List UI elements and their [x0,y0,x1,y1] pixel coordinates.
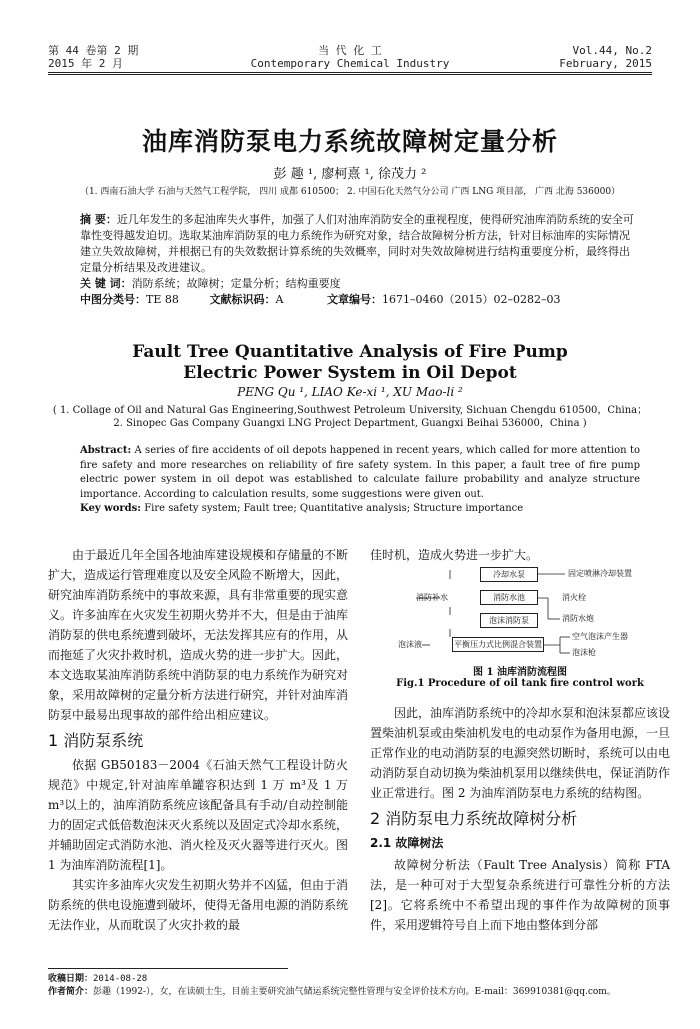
box-fire-pool: 消防水池 [480,590,538,605]
abstract-cn-body [80,212,640,276]
footnote-rule [48,968,288,969]
abstract-cn-label: 摘 要： [80,213,117,226]
volume-issue: 第 44 卷第 2 期 [48,44,139,57]
author-bio-label: 作者简介： [48,987,94,997]
affiliation-en-2: 2. Sinopec Gas Company Guangxi LNG Project Department, Guangxi Beihai 536000，China ) [113,418,587,429]
paper-title-en-line2: Electric Power System in Oil Depot [183,363,517,383]
label-foam-generator: 空气泡沫产生器 [572,632,628,641]
header-rule-2 [48,74,652,75]
clc-value: TE 88 [146,293,179,306]
affiliations-cn: （1. 西南石油大学 石油与天然气工程学院， 四川 成都 610500； 2. 中国石化天然气分公司 广西 LNG 项目部， 广西 北海 536000） [79,187,621,197]
classification-line [80,292,640,308]
section-1-paragraph-2: 其实许多油库火灾发生初期火势并不凶猛，但由于消防系统的供电设施遭到破坏，使得无备用电源的消防系统无法作业，从而耽误了火灾扑救的最 [48,878,349,932]
figure-1 [370,565,670,695]
abstract-en-label: Abstract: [80,445,132,456]
journal-volume-en [559,44,652,70]
received-date [48,973,652,986]
authors-cn: 彭 趣 ¹, 廖柯熹 ¹, 徐茂力 ² [273,167,427,182]
affiliations-en [0,404,700,430]
abstract-cn [80,212,640,308]
label-water-cannon: 消防水炮 [562,614,594,623]
section-1-heading: 1 消防泵系统 [48,731,144,750]
figure-1-caption-en: Fig.1 Procedure of oil tank fire control work [396,678,644,689]
publication-date-en: February, 2015 [559,57,652,70]
header-rule [48,72,652,73]
paper-title-en-line1: Fault Tree Quantitative Analysis of Fire Pump [132,342,568,362]
figure-1-discussion: 因此，油库消防系统中的冷却水泵和泡沫泵都应该设置柴油机泵或由柴油机发电的电动泵作为备用电源，一旦正常作业的电动消防泵的电源突然切断时，系统可以由电动消防泵自动切换为柴油机泵用以继续供电，保证消防作业正常进行。图 2 为油库消防泵电力系统的结构图。 [370,706,671,800]
keywords-en-text: Fire safety system; Fault tree; Quantitative analysis; Structure importance [144,503,524,514]
footnotes [48,973,652,999]
right-column [370,703,670,935]
received-date-label: 收稿日期： [48,974,94,984]
keywords-en-label: Key words: [80,503,141,514]
journal-name [250,44,450,70]
box-cooling-pump: 冷却水泵 [480,567,538,582]
right-column-top: 佳时机，造成火势进一步扩大。 [370,548,539,562]
keywords-cn-label: 关 键 词： [80,277,132,290]
authors-en: PENG Qu ¹, LIAO Ke-xi ¹, XU Mao-li ² [237,385,463,399]
author-bio [48,986,652,999]
paper-title-cn: 油库消防泵电力系统故障树定量分析 [141,127,558,156]
label-foam-liquid: 泡沫液 [398,640,422,649]
abstract-cn-text: 近几年发生的多起油库失火事件，加强了人们对油库消防安全的重视程度，使得研究油库消防系统的安全可靠性变得越发迫切。选取某油库消防泵的电力系统作为研究对象，结合故障树分析方法，针对目标油库的实际情况建立失效故障树，并根据已有的失效数据计算系统的失效概率，同时对失效故障树进行结构重要度分析，最终得出定量分析结果及改进建议。 [80,213,634,274]
intro-paragraph: 由于最近几年全国各地油库建设规模和存储量的不断扩大，造成运行管理难度以及安全风险不断增大，因此，研究油库消防系统中的事故来源，具有非常重要的现实意义。许多油库在火灾发生初期火势并不大，但是由于油库消防泵的供电系统遭到破坏，无法发挥其应有的作用，从而拖延了火灾扑救时机，造成火势的进一步扩大。因此，本文选取某油库消防系统中消防泵的电力系统作为研究对象，采用故障树的定量分析方法进行研究，并针对油库消防泵中最易出现事故的部件给出相应建议。 [48,548,349,722]
left-column [48,545,348,935]
keywords-cn-text: 消防系统；故障树；定量分析；结构重要度 [131,277,341,290]
label-hydrant: 消火栓 [562,593,586,602]
journal-volume [48,44,138,70]
abstract-en-text: A series of fire accidents of oil depots happened in recent years, which called for more attention to fire safety and more researches on reliability of fire safety system. In this paper, a fault tree of fire pump electric power system in oil depot was established to calculate failure probability and analyze structure importance. According to calculation results, some suggestions were given out. [80,445,640,500]
volume-issue-en: Vol.44, No.2 [572,44,652,57]
label-spray-cooling: 固定喷淋冷却装置 [568,569,632,578]
keywords-en [80,502,640,517]
article-number-label: 文章编号： [327,293,382,306]
clc-label: 中图分类号： [80,293,146,306]
label-foam-gun: 泡沫枪 [572,648,596,657]
abstract-en-body [80,444,640,502]
box-proportioner: 平衡压力式比例混合装置 [452,637,544,652]
journal-name-cn: 当 代 化 工 [318,44,382,57]
subsection-2-1-heading: 2.1 故障树法 [370,836,444,850]
doc-code-value: A [275,293,284,306]
journal-name-en: Contemporary Chemical Industry [250,57,450,70]
article-number-value: 1671–0460（2015）02–0282–03 [382,293,561,306]
label-water-supply: 消防补水 [416,593,448,602]
publication-date: 2015 年 2 月 [48,57,123,70]
abstract-en [80,444,640,517]
section-2-paragraph: 故障树分析法（Fault Tree Analysis）简称 FTA 法，是一种可对于大型复杂系统进行可靠性分析的方法[2]。它将系统中不希望出现的事件作为故障树的顶事件，采用逻辑符号自上而下地由整体到分部 [370,858,670,932]
box-foam-pump: 泡沫消防泵 [480,613,538,628]
received-date-value: 2014-08-28 [93,974,148,984]
doc-code-label: 文献标识码： [209,293,276,306]
affiliation-en-1: ( 1. Collage of Oil and Natural Gas Engineering,Southwest Petroleum University, Sichuan Chengdu 610500，China； [52,405,648,416]
author-bio-text: 彭趣（1992-），女，在读硕士生，目前主要研究油气储运系统完整性管理与安全评价技术方向。E-mail：369910381@qq.com。 [93,987,616,997]
paper-title-en [0,342,700,384]
keywords-cn [80,276,640,292]
section-2-heading: 2 消防泵电力系统故障树分析 [370,809,578,828]
section-1-paragraph-1: 依据 GB50183－2004《石油天然气工程设计防火规范》中规定,针对油库单罐容积达到 1 万 m³及 1 万 m³以上的，油库消防系统应该配备具有手动/自动控制能力的固定式低倍数泡沫灭火系统以及固定式冷却水系统，并辅助固定式消防水池、消火栓及灭火器等进行灭火。图 1 为油库消防流程[1]。 [48,758,349,872]
figure-1-caption-cn: 图 1 油库消防流程图 [473,667,567,678]
